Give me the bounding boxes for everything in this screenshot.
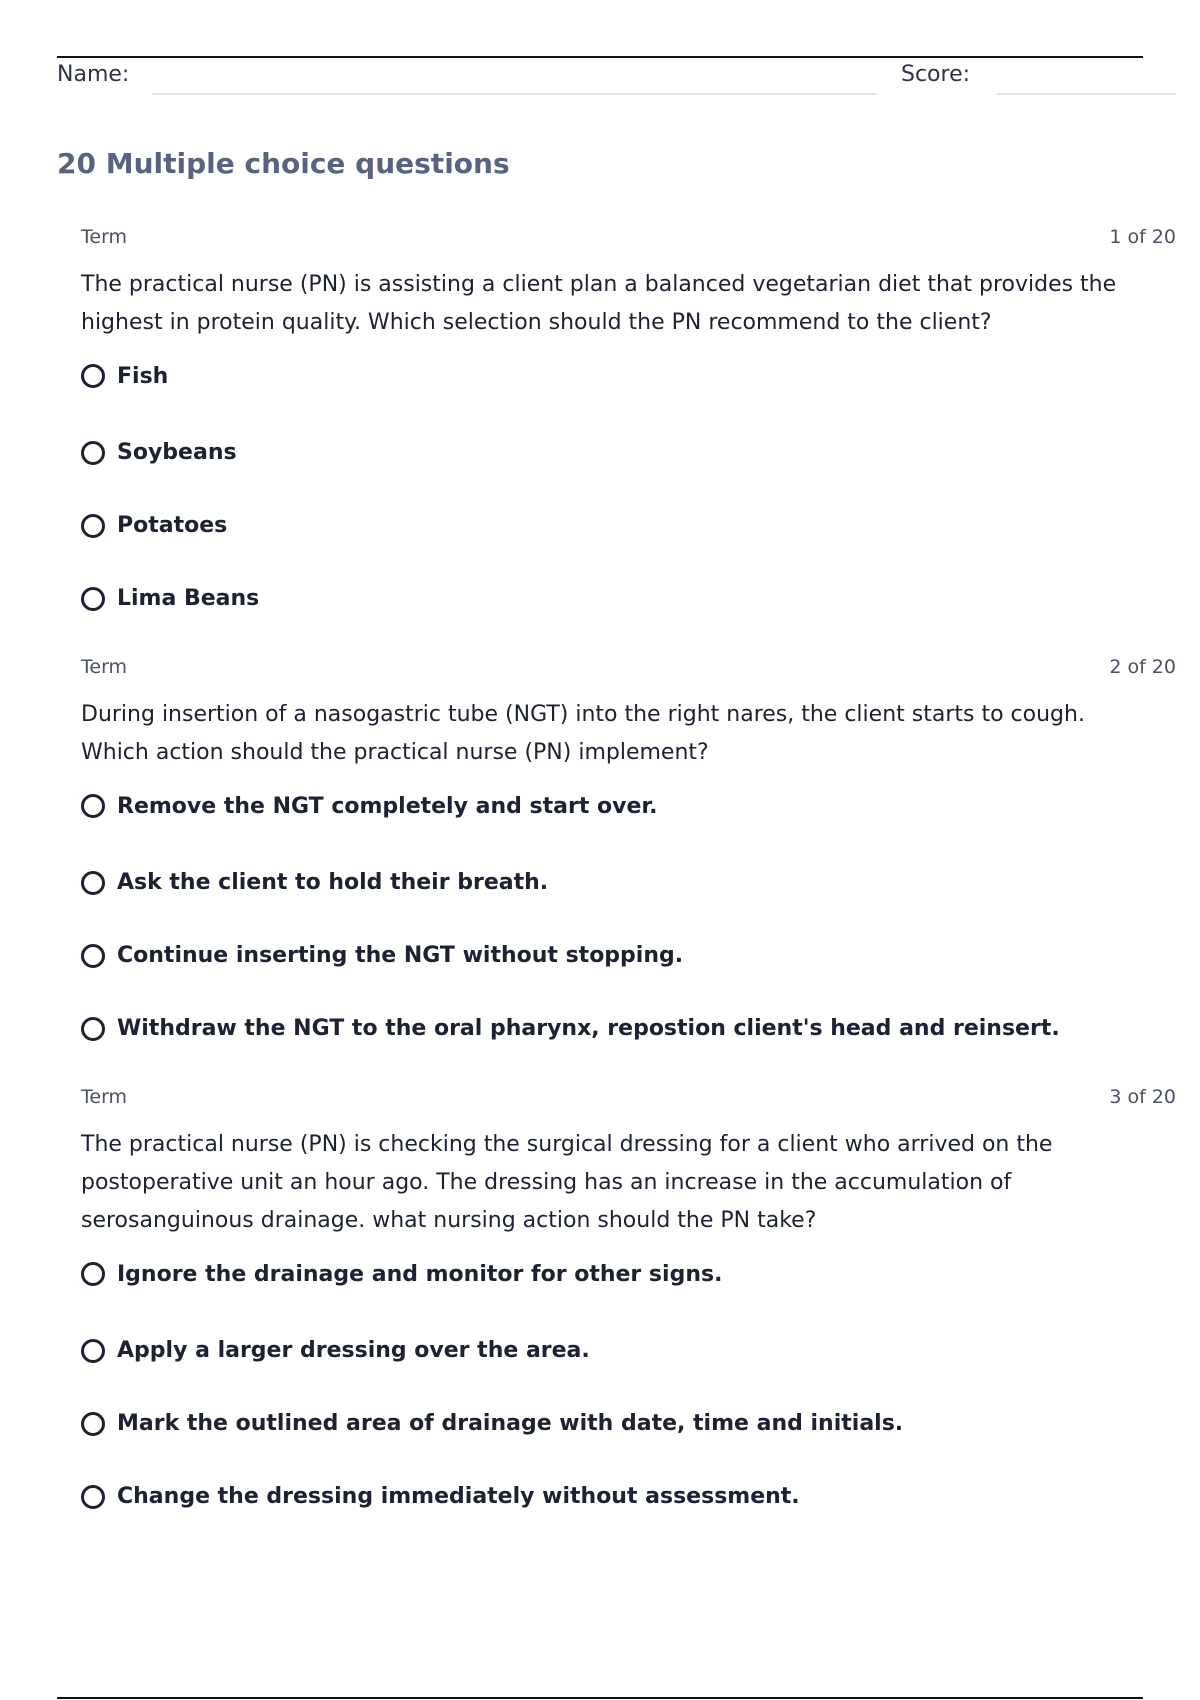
question-prompt: The practical nurse (PN) is assisting a client plan a balanced vegetarian diet that provides the highest in protein quality. Which selection should the PN recommend to the client? [81, 272, 1117, 335]
question-counter: 3 of 20 [1109, 1086, 1176, 1108]
answer-options [81, 364, 1176, 635]
radio-button-icon[interactable] [81, 587, 105, 611]
radio-button-icon[interactable] [81, 944, 105, 968]
question-1 [81, 226, 1176, 635]
radio-button-icon[interactable] [81, 1017, 105, 1041]
radio-button-icon[interactable] [81, 514, 105, 538]
option-label: Mark the outlined area of drainage with date, time and initials. [117, 1411, 904, 1436]
term-label: Term [81, 656, 128, 678]
question-counter: 2 of 20 [1109, 656, 1176, 678]
option-label: Ask the client to hold their breath. [117, 870, 549, 895]
answer-option[interactable] [81, 1460, 1176, 1533]
score-label: Score: [901, 62, 971, 87]
radio-button-icon[interactable] [81, 1412, 105, 1436]
score-field-line[interactable] [996, 93, 1176, 95]
option-label: Fish [117, 364, 169, 389]
radio-button-icon[interactable] [81, 794, 105, 818]
term-label: Term [81, 226, 128, 248]
option-label: Ignore the drainage and monitor for other signs. [117, 1262, 723, 1287]
option-label: Lima Beans [117, 586, 260, 611]
name-field-line[interactable] [152, 93, 877, 95]
radio-button-icon[interactable] [81, 871, 105, 895]
top-rule [57, 56, 1143, 58]
radio-button-icon[interactable] [81, 1262, 105, 1286]
radio-button-icon[interactable] [81, 364, 105, 388]
answer-option[interactable] [81, 489, 1176, 562]
name-label: Name: [57, 62, 130, 87]
question-counter: 1 of 20 [1109, 226, 1176, 248]
radio-button-icon[interactable] [81, 441, 105, 465]
answer-options [81, 1262, 1176, 1533]
answer-options [81, 794, 1176, 1065]
question-prompt: The practical nurse (PN) is checking the surgical dressing for a client who arrived on the postoperative unit an hour ago. The dressing has an increase in the accumulation of serosanguinous drainage. what nursing action should the PN take? [81, 1132, 1053, 1233]
question-2 [81, 656, 1176, 1065]
radio-button-icon[interactable] [81, 1339, 105, 1363]
answer-option[interactable] [81, 919, 1176, 992]
answer-option[interactable] [81, 562, 1176, 635]
term-label: Term [81, 1086, 128, 1108]
radio-button-icon[interactable] [81, 1485, 105, 1509]
answer-option[interactable] [81, 1262, 1176, 1314]
bottom-rule [57, 1697, 1143, 1699]
question-3 [81, 1086, 1176, 1533]
option-label: Change the dressing immediately without assessment. [117, 1484, 800, 1509]
option-label: Remove the NGT completely and start over. [117, 794, 658, 819]
answer-option[interactable] [81, 846, 1176, 919]
question-prompt: During insertion of a nasogastric tube (NGT) into the right nares, the client starts to cough. Which action should the practical nurse (PN) implement? [81, 702, 1085, 765]
option-label: Potatoes [117, 513, 228, 538]
answer-option[interactable] [81, 992, 1176, 1065]
answer-option[interactable] [81, 364, 1176, 416]
answer-option[interactable] [81, 1387, 1176, 1460]
option-label: Soybeans [117, 440, 237, 465]
page-heading: 20 Multiple choice questions [57, 147, 510, 180]
answer-option[interactable] [81, 1314, 1176, 1387]
option-label: Continue inserting the NGT without stopping. [117, 943, 684, 968]
option-label: Withdraw the NGT to the oral pharynx, repostion client's head and reinsert. [117, 1016, 1060, 1041]
option-label: Apply a larger dressing over the area. [117, 1338, 590, 1363]
answer-option[interactable] [81, 416, 1176, 489]
answer-option[interactable] [81, 794, 1176, 846]
